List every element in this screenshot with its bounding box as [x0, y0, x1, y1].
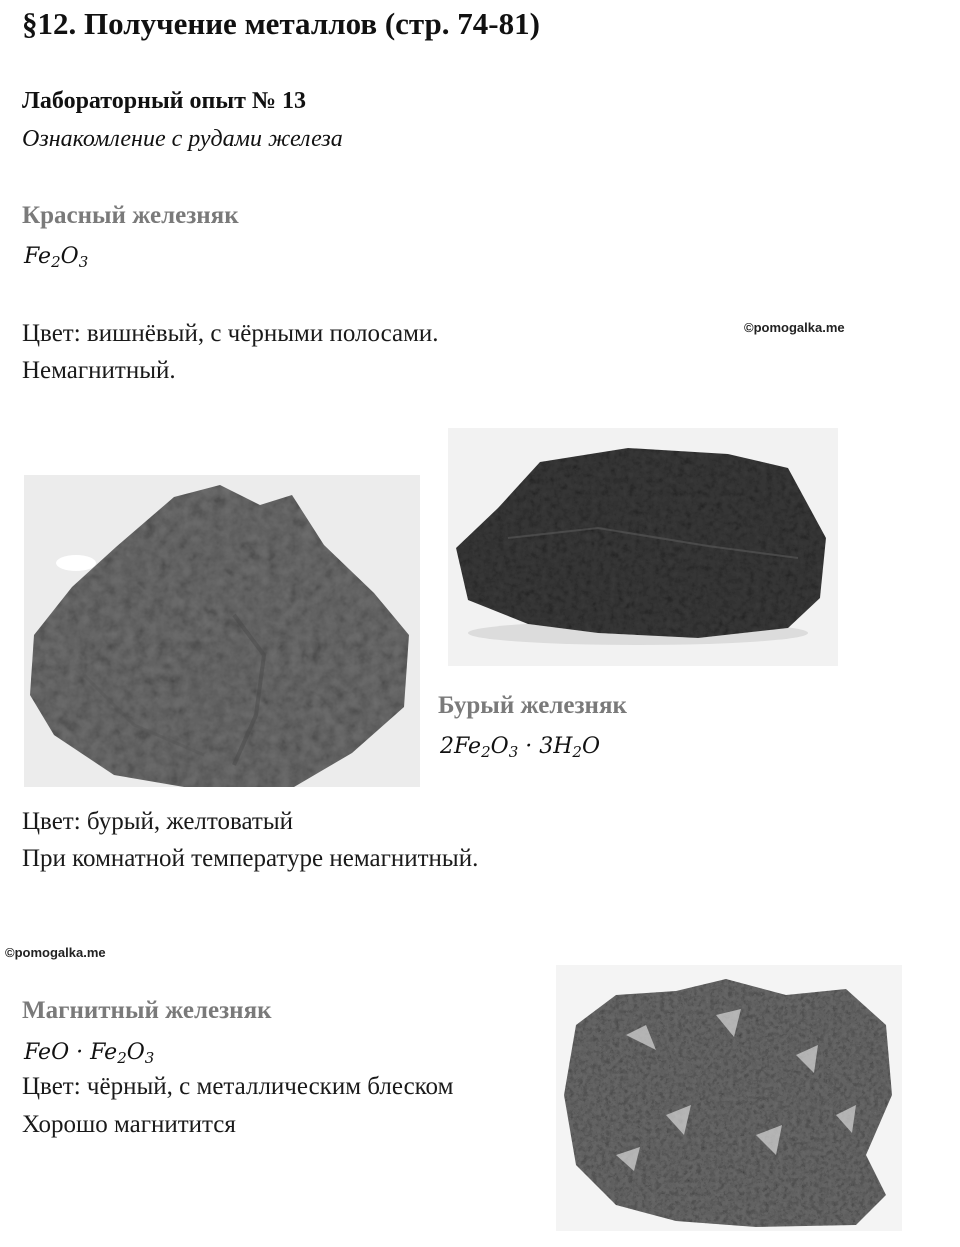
- ore-name-brown: Бурый железняк: [438, 692, 627, 719]
- page-title: §12. Получение металлов (стр. 74-81): [22, 6, 540, 41]
- ore-magnetism-red: Немагнитный.: [22, 357, 176, 384]
- ore-name-magnetite: Магнитный железняк: [22, 997, 272, 1024]
- ore-formula-magnetite: FeO · $Fe_2O_3$: [24, 1040, 155, 1067]
- lab-title: Лабораторный опыт № 13: [22, 88, 306, 114]
- ore-magnetism-magnetite: Хорошо магнитится: [22, 1111, 236, 1138]
- ore-color-brown: Цвет: бурый, желтоватый: [22, 808, 294, 835]
- ore-color-magnetite: Цвет: чёрный, с металлическим блеском: [22, 1073, 454, 1100]
- ore-magnetism-brown: При комнатной температуре немагнитный.: [22, 845, 479, 872]
- lab-subtitle: Ознакомление с рудами железа: [22, 126, 343, 152]
- red-iron-ore-photo: [24, 475, 420, 787]
- ore-formula-brown: $2Fe_2O_3 \cdot 3H_2O$: [440, 734, 600, 761]
- ore-name-red: Красный железняк: [22, 202, 239, 229]
- watermark: ©pomogalka.me: [744, 320, 845, 335]
- black-iron-ore-photo: [448, 428, 838, 666]
- ore-color-red: Цвет: вишнёвый, с чёрными полосами.: [22, 320, 439, 347]
- ore-formula-red: $Fe_2O_3$: [24, 244, 89, 271]
- magnetite-photo: [556, 965, 902, 1231]
- watermark: ©pomogalka.me: [5, 945, 106, 960]
